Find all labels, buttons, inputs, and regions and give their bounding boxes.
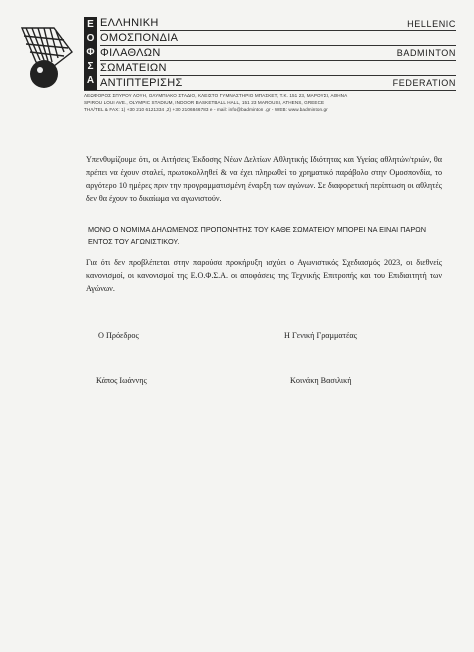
federation-name-english-line: BADMINTON xyxy=(396,48,456,58)
federation-name-english-line: FEDERATION xyxy=(392,78,456,88)
header-rule xyxy=(100,45,456,46)
federation-name-greek-line: ΑΝΤΙΠΤΕΡΙΣΗΣ xyxy=(100,77,183,89)
coach-notice-paragraph: ΜΟΝΟ Ο ΝΟΜΙΜΑ ΔΗΛΩΜΕΝΟΣ ΠΡΟΠΟΝΗΤΗΣ ΤΟΥ ΚΑΘΕ ΣΩΜΑΤΕΙΟΥ ΜΠΟΡΕΙ ΝΑ ΕΙΝΑΙ ΠΑΡΩΝ ΕΝΤΟΣ ΤΟΥ ΑΓΩΝΙΣΤΙΚΟΥ. xyxy=(88,225,426,246)
acronym-letter: Φ xyxy=(86,47,95,58)
federation-name-greek-line: ΟΜΟΣΠΟΝΔΙΑ xyxy=(100,32,179,44)
reminder-paragraph: Υπενθυμίζουμε ότι, οι Αιτήσεις Έκδοσης Νέων Δελτίων Αθλητικής Ιδιότητας και Υγείας αθλητών/τριών, θα πρέπει να έχουν σταλεί, πρωτοκολληθεί & να έχει πληρωθεί το χρηματικό παράβολο στην Ομοσπονδία, το αργότερο 10 ημέρες πριν την προγραμματισμένη έναρξη των αγώνων. Σε διαφορετική περίπτωση οι αθλητές δεν θα έχουν το δικαίωμα να αγωνιστούν. xyxy=(86,155,442,203)
secretary-name: Κοινάκη Βασιλική xyxy=(290,376,352,385)
president-name: Κάπος Ιωάννης xyxy=(96,376,147,385)
shuttlecock-logo xyxy=(14,22,78,90)
regulations-paragraph: Για ότι δεν προβλέπεται στην παρούσα προκήρυξη ισχύει ο Αγωνιστικός Σχεδιασμός 2023, οι διεθνείς κανονισμοί, οι κανονισμοί της Ε.Ο.Φ.Σ.Α. οι αποφάσεις της Τεχνικής Επιτροπής και του Επιδιαιτητή των Αγώνων. xyxy=(86,258,442,293)
header-rule xyxy=(100,30,456,31)
header-rule xyxy=(100,60,456,61)
federation-name-greek-line: ΣΩΜΑΤΕΙΩΝ xyxy=(100,62,167,74)
federation-name-greek-line: ΕΛΛΗΝΙΚΗ xyxy=(100,17,159,29)
address-line-greek: ΛΕΩΦΟΡΟΣ ΣΠΥΡΟΥ ΛΟΥΗ, ΟΛΥΜΠΙΑΚΟ ΣΤΑΔΙΟ, ΚΛΕΙΣΤΟ ΓΥΜΝΑΣΤΗΡΙΟ ΜΠΑΣΚΕΤ, Τ.Κ. 151 23, ΜΑΡΟΥΣΙ, ΑΘΗΝΑ xyxy=(84,93,348,98)
acronym-letter: Α xyxy=(86,75,95,86)
acronym-letter: Σ xyxy=(87,61,94,72)
president-title: Ο Πρόεδρος xyxy=(98,331,139,340)
secretary-title: Η Γενική Γραμματέας xyxy=(284,331,357,340)
acronym-box xyxy=(84,17,97,91)
federation-name-greek-line: ΦΙΛΑΘΛΩΝ xyxy=(100,47,161,59)
acronym-letter: Ε xyxy=(87,19,94,30)
address-line-english: SPIROU LOUI AVE., OLYMPIC STADIUM, INDOOR BASKETBALL HALL, 151 23 MAROUSI, ATHENS, GREECE xyxy=(84,100,325,105)
acronym-letter: Ο xyxy=(86,33,95,44)
federation-name-english-line: HELLENIC xyxy=(407,19,456,29)
contact-line: ΤΗΛ/TEL & FAX: 1) +30 210 6121334 ,2) +30 2106846783 e - mail: info@badminton .gr - WEB: www.badminton.gr xyxy=(84,107,328,112)
header-rule xyxy=(100,75,456,76)
header-rule xyxy=(84,90,456,91)
